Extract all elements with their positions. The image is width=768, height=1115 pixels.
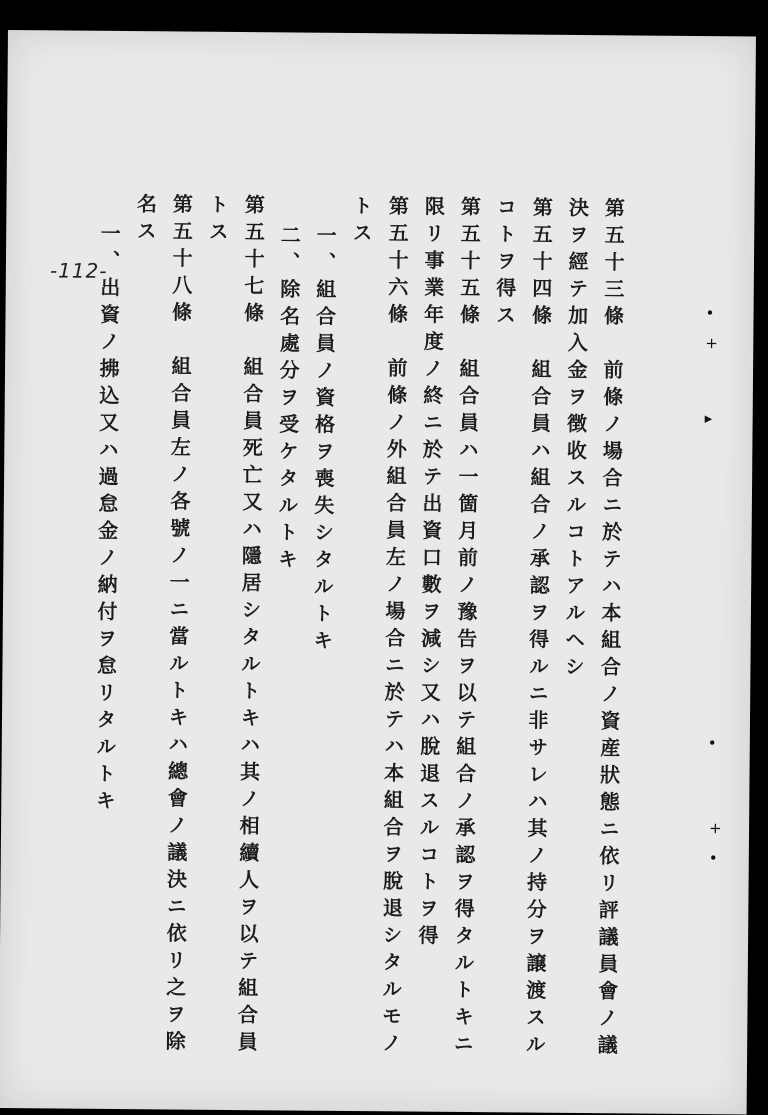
text-column-14: 名ス bbox=[133, 193, 158, 248]
text-column-8: トス bbox=[349, 194, 374, 250]
text-column-9: 一、組合員ノ資格ヲ喪失シタルトキ bbox=[309, 224, 338, 657]
text-column-10: 二、除名處分ヲ受ケタルトキ bbox=[274, 224, 302, 576]
binding-dot-1: • bbox=[705, 304, 715, 323]
binding-mark-1: + bbox=[705, 334, 718, 353]
text-column-12: トス bbox=[205, 193, 230, 248]
text-column-11: 第五十七條 組合員死亡又ハ隱居シタルトキハ其ノ相續人ヲ以テ組合員 bbox=[234, 194, 266, 1059]
document-page bbox=[0, 30, 756, 1114]
text-column-15: 一、出資ノ拂込又ハ過怠金ノ納付ヲ怠リタルトキ bbox=[92, 222, 122, 817]
text-column-5: 第五十五條 組合員ハ一箇月前ノ豫告ヲ以テ組合ノ承認ヲ得タルトキニ bbox=[450, 195, 482, 1061]
binding-mark-3: + bbox=[708, 819, 722, 838]
text-column-6: 限リ事業年度ノ終ニ於テ出資口數ヲ減シ又ハ脫退スルコトヲ得 bbox=[414, 195, 446, 952]
binding-mark-2: ▸ bbox=[704, 409, 713, 428]
binding-dot-2: • bbox=[707, 734, 717, 753]
page-number: -112- bbox=[49, 258, 108, 283]
binding-dot-3: • bbox=[708, 849, 718, 868]
text-column-13: 第五十八條 組合員左ノ各號ノ一ニ當ルトキハ總會ノ議決ニ依リ之ヲ除 bbox=[162, 193, 194, 1058]
text-column-3: 第五十四條 組合員ハ組合ノ承認ヲ得ルニ非サレハ其ノ持分ヲ譲渡スル bbox=[522, 196, 554, 1061]
text-column-4: コトヲ得ス bbox=[492, 196, 518, 332]
text-column-2: 決ヲ經テ加入金ヲ徴收スルコトアルヘシ bbox=[561, 196, 590, 684]
text-column-1: 第五十三條 前條ノ場合ニ於テハ本組合ノ資産狀態ニ依リ評議員會ノ議 bbox=[594, 197, 626, 1062]
text-column-7: 第五十六條 前條ノ外組合員左ノ場合ニ於テハ本組合ヲ脫退シタルモノ bbox=[378, 195, 410, 1060]
